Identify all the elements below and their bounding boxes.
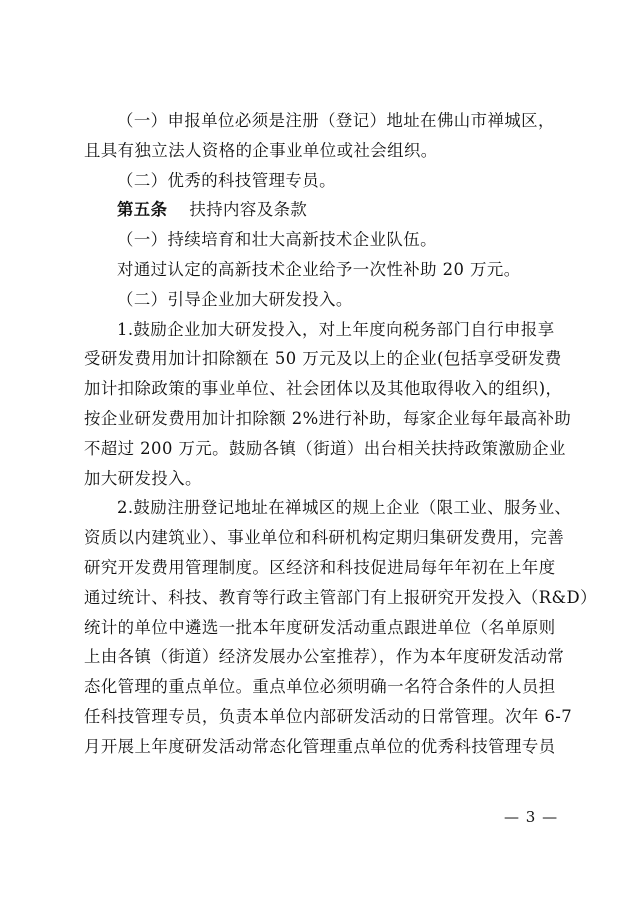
paragraph-line: 不超过 200 万元。鼓励各镇（街道）出台相关扶持政策激励企业 bbox=[84, 438, 566, 458]
article-heading bbox=[84, 195, 564, 225]
article-title: 扶持内容及条款 bbox=[189, 200, 308, 220]
paragraph-line: 任科技管理专员，负责本单位内部研发活动的日常管理。次年 6-7 bbox=[84, 706, 573, 726]
paragraph-line: 且具有独立法人资格的企事业单位或社会组织。 bbox=[84, 140, 438, 160]
paragraph-line: 按企业研发费用加计扣除额 2%进行补助，每家企业每年最高补助 bbox=[84, 408, 572, 428]
paragraph-line: （二）优秀的科技管理专员。 bbox=[117, 170, 336, 190]
paragraph-line: 上由各镇（街道）经济发展办公室推荐），作为本年度研发活动常 bbox=[84, 647, 565, 667]
paragraph-line: 资质以内建筑业）、事业单位和科研机构定期归集研发费用，完善 bbox=[84, 528, 565, 548]
paragraph-line: （一）申报单位必须是注册（登记）地址在佛山市禅城区， bbox=[117, 111, 555, 130]
paragraph-line: 对通过认定的高新技术企业给予一次性补助 20 万元。 bbox=[117, 259, 521, 279]
paragraph-line: 月开展上年度研发活动常态化管理重点单位的优秀科技管理专员 bbox=[84, 736, 556, 756]
paragraph-line: 通过统计、科技、教育等行政主管部门有上报研究开发投入（R&D） bbox=[84, 587, 597, 607]
paragraph-line: 加计扣除政策的事业单位、社会团体以及其他取得收入的组织)， bbox=[84, 379, 563, 399]
paragraph-line: （二）引导企业加大研发投入。 bbox=[117, 289, 353, 309]
paragraph-line: 受研发费用加计扣除额在 50 万元及以上的企业(包括享受研发费 bbox=[84, 349, 562, 369]
paragraph-line: 统计的单位中遴选一批本年度研发活动重点跟进单位（名单原则 bbox=[84, 617, 556, 637]
paragraph-line: 研究开发费用管理制度。区经济和科技促进局每年年初在上年度 bbox=[84, 557, 556, 577]
page-number: — 3 — bbox=[504, 808, 559, 826]
paragraph-line: 加大研发投入。 bbox=[84, 468, 202, 488]
paragraph-line: （一）持续培育和壮大高新技术企业队伍。 bbox=[117, 230, 437, 250]
article-number: 第五条 bbox=[117, 200, 168, 220]
paragraph-line: 1.鼓励企业加大研发投入，对上年度向税务部门自行申报享 bbox=[117, 319, 555, 339]
paragraph-line: 2.鼓励注册登记地址在禅城区的规上企业（限工业、服务业、 bbox=[117, 498, 572, 518]
document-body bbox=[84, 106, 597, 762]
paragraph-line: 态化管理的重点单位。重点单位必须明确一名符合条件的人员担 bbox=[84, 677, 556, 697]
